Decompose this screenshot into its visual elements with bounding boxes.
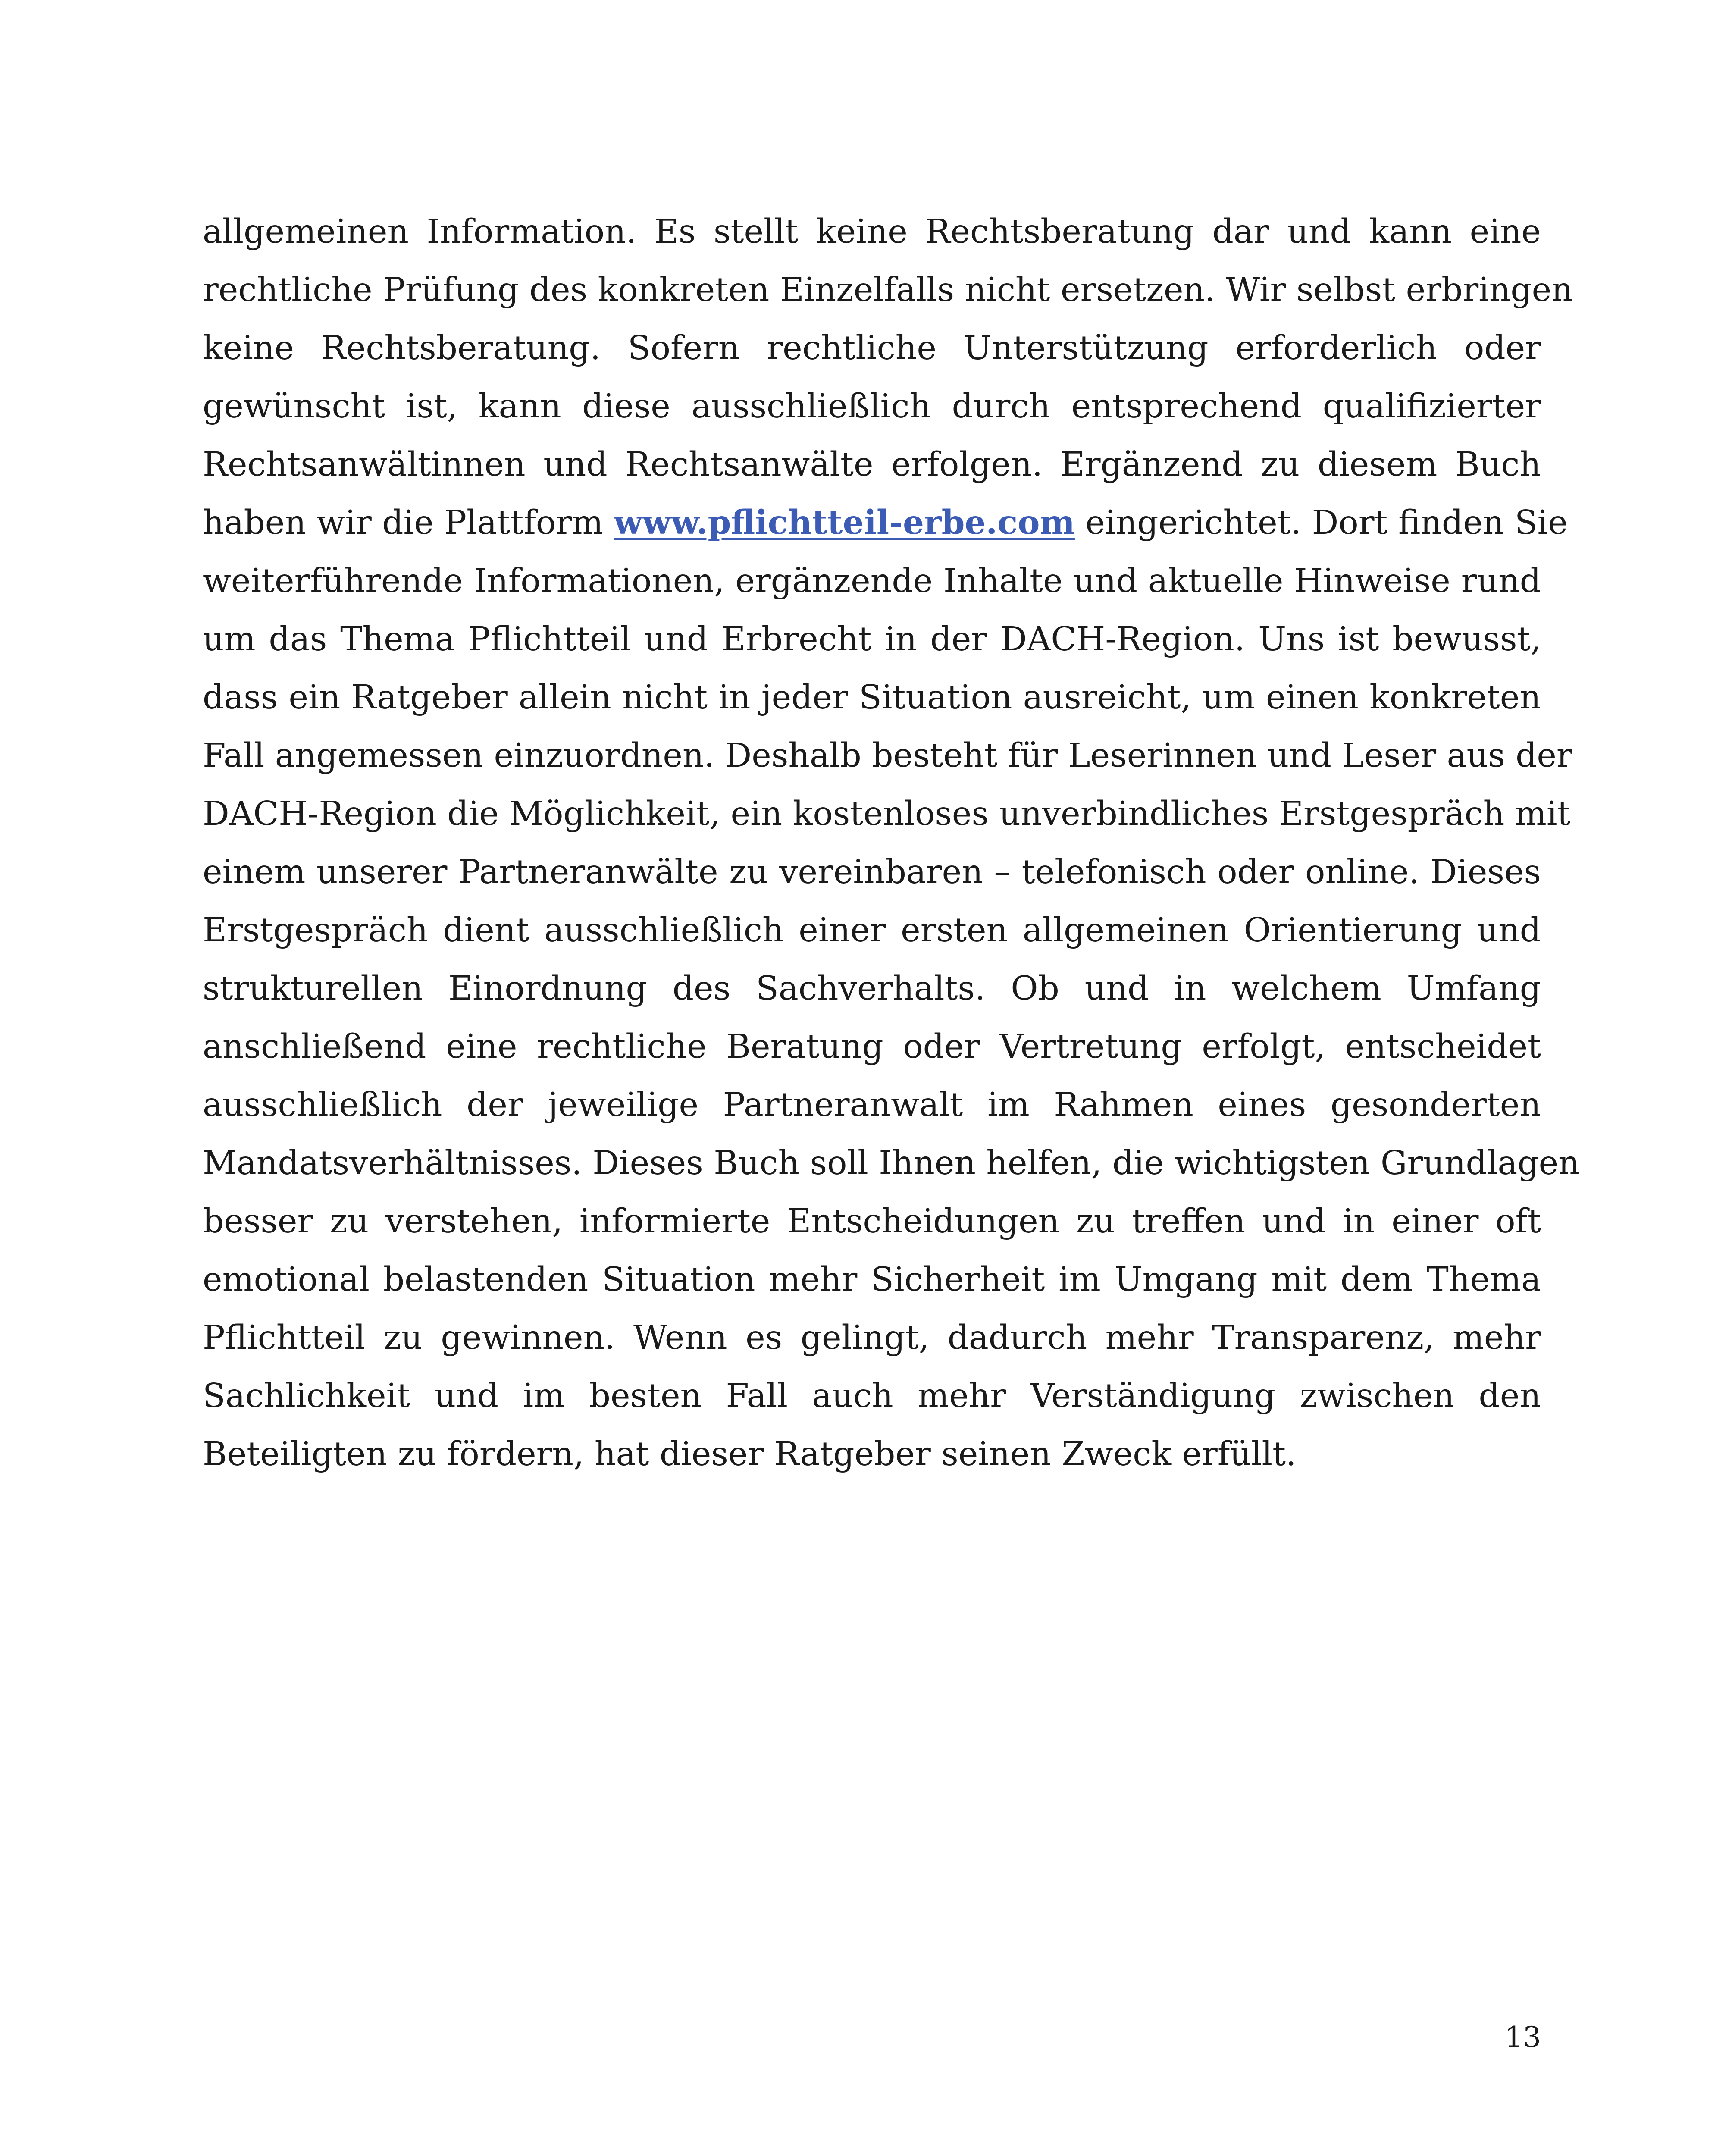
text-line-last: Beteiligten zu fördern, hat dieser Ratgeber seinen Zweck erfüllt. xyxy=(203,1435,1297,1473)
text-line: um das Thema Pflichtteil und Erbrecht in der DACH-Region. Uns ist bewusst, xyxy=(203,620,1541,658)
body-text xyxy=(203,203,1580,1483)
text-before-link: haben wir die Plattform xyxy=(203,504,614,542)
text-line: dass ein Ratgeber allein nicht in jeder Situation ausreicht, um einen konkreten xyxy=(203,678,1541,717)
text-line: besser zu verstehen, informierte Entscheidungen zu treffen und in einer oft xyxy=(203,1202,1541,1241)
text-line: gewünscht ist, kann diese ausschließlich durch entsprechend qualifizierter xyxy=(203,387,1541,426)
page-number: 13 xyxy=(1505,2021,1541,2054)
text-line: Rechtsanwältinnen und Rechtsanwälte erfolgen. Ergänzend zu diesem Buch xyxy=(203,445,1541,484)
text-line: anschließend eine rechtliche Beratung oder Vertretung erfolgt, entscheidet xyxy=(203,1028,1541,1066)
text-after-link: eingerichtet. Dort finden Sie xyxy=(1074,504,1568,542)
text-line: Mandatsverhältnisses. Dieses Buch soll Ihnen helfen, die wichtigsten Grundlagen xyxy=(203,1144,1580,1182)
text-line: einem unserer Partneranwälte zu vereinbaren – telefonisch oder online. Dieses xyxy=(203,853,1541,891)
text-line: Pflichtteil zu gewinnen. Wenn es gelingt, dadurch mehr Transparenz, mehr xyxy=(203,1319,1541,1357)
text-line: Fall angemessen einzuordnen. Deshalb besteht für Leserinnen und Leser aus der xyxy=(203,736,1572,775)
text-line: rechtliche Prüfung des konkreten Einzelfalls nicht ersetzen. Wir selbst erbringen xyxy=(203,271,1573,309)
text-line: allgemeinen Information. Es stellt keine Rechtsberatung dar und kann eine xyxy=(203,213,1541,251)
text-line: ausschließlich der jeweilige Partneranwalt im Rahmen eines gesonderten xyxy=(203,1086,1541,1124)
text-line: DACH-Region die Möglichkeit, ein kostenloses unverbindliches Erstgespräch mit xyxy=(203,795,1571,833)
text-line: weiterführende Informationen, ergänzende Inhalte und aktuelle Hinweise rund xyxy=(203,562,1541,600)
text-line: Sachlichkeit und im besten Fall auch mehr Verständigung zwischen den xyxy=(203,1377,1541,1415)
text-line: emotional belastenden Situation mehr Sicherheit im Umgang mit dem Thema xyxy=(203,1260,1541,1299)
text-line-with-link xyxy=(203,494,1568,552)
text-line: strukturellen Einordnung des Sachverhalts. Ob und in welchem Umfang xyxy=(203,969,1541,1008)
text-line: Erstgespräch dient ausschließlich einer ersten allgemeinen Orientierung und xyxy=(203,911,1541,950)
text-line: keine Rechtsberatung. Sofern rechtliche Unterstützung erforderlich oder xyxy=(203,329,1541,367)
website-link[interactable]: www.pflichtteil-erbe.com xyxy=(614,503,1075,542)
